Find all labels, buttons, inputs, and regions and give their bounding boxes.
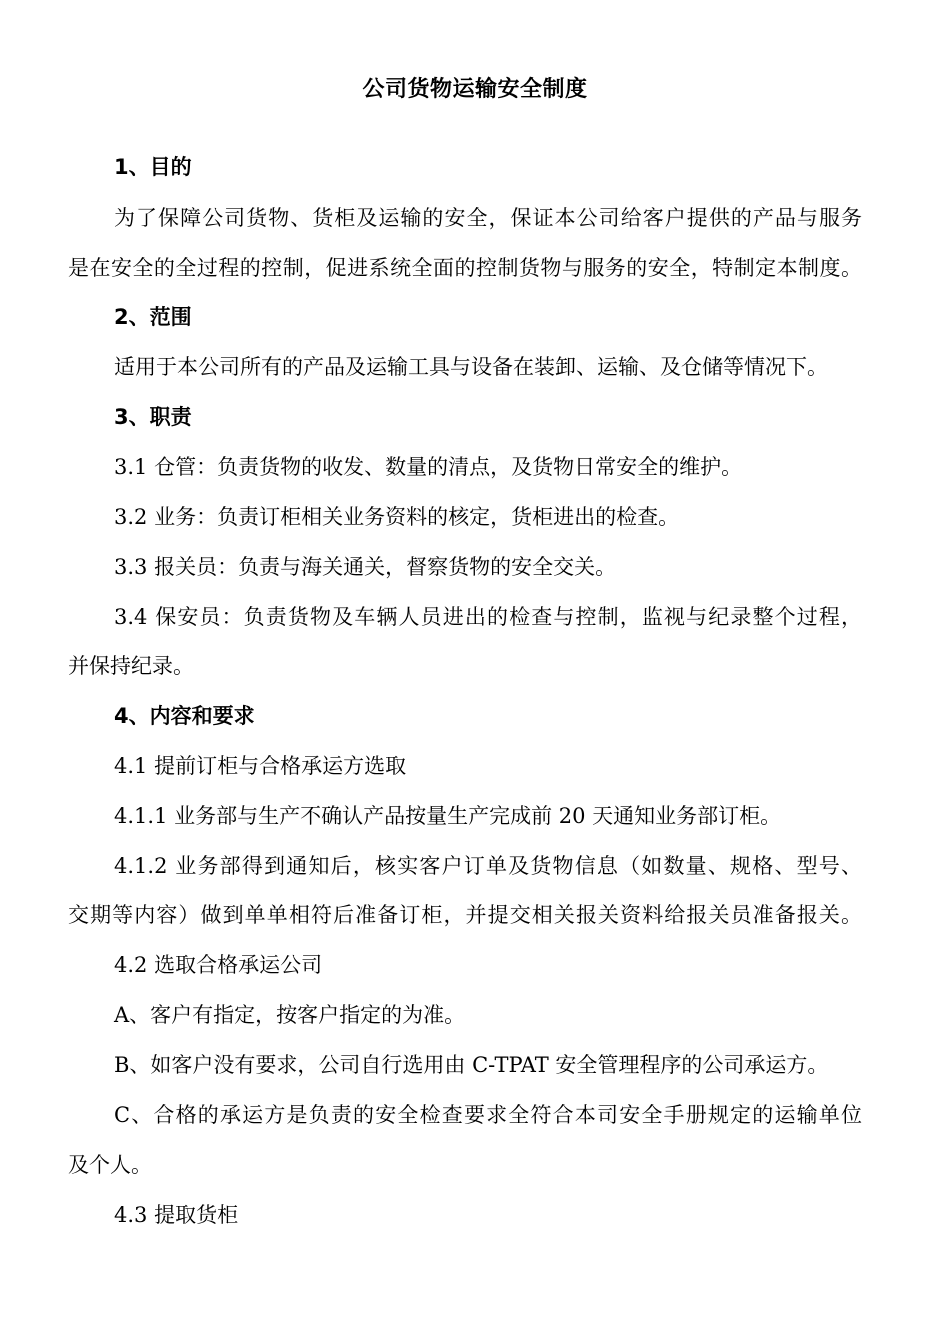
section-heading-content: 4、内容和要求 xyxy=(114,704,255,728)
section-heading-duties: 3、职责 xyxy=(114,405,192,429)
duty-item-3-3: 3.3 报关员：负责与海关通关，督察货物的安全交关。 xyxy=(114,555,617,579)
section-heading-scope: 2、范围 xyxy=(114,305,192,329)
content-item-4-1-1: 4.1.1 业务部与生产不确认产品按量生产完成前 20 天通知业务部订柜。 xyxy=(114,804,782,828)
content-item-4-1-2-line-2: 交期等内容）做到单单相符后准备订柜，并提交相关报关资料给报关员准备报关。 xyxy=(68,903,862,927)
content-item-c-line-2: 及个人。 xyxy=(68,1153,152,1177)
content-item-4-1-2-line-1: 4.1.2 业务部得到通知后，核实客户订单及货物信息（如数量、规格、型号、 xyxy=(114,854,862,878)
duty-item-3-4-line-1: 3.4 保安员：负责货物及车辆人员进出的检查与控制，监视与纪录整个过程， xyxy=(114,605,862,629)
document-title: 公司货物运输安全制度 xyxy=(362,77,588,102)
content-item-4-3: 4.3 提取货柜 xyxy=(114,1203,239,1227)
content-item-4-1: 4.1 提前订柜与合格承运方选取 xyxy=(114,754,407,778)
duty-item-3-4-line-2: 并保持纪录。 xyxy=(68,654,194,678)
purpose-paragraph-line-2: 是在安全的全过程的控制，促进系统全面的控制货物与服务的安全，特制定本制度。 xyxy=(68,256,862,280)
duty-item-3-2: 3.2 业务：负责订柜相关业务资料的核定，货柜进出的检查。 xyxy=(114,505,680,529)
section-heading-purpose: 1、目的 xyxy=(114,155,192,179)
content-item-b: B、如客户没有要求，公司自行选用由 C-TPAT 安全管理程序的公司承运方。 xyxy=(114,1053,829,1077)
content-item-c-line-1: C、合格的承运方是负责的安全检查要求全符合本司安全手册规定的运输单位 xyxy=(114,1103,862,1127)
purpose-paragraph-line-1: 为了保障公司货物、货柜及运输的安全，保证本公司给客户提供的产品与服务 xyxy=(114,206,862,230)
scope-paragraph: 适用于本公司所有的产品及运输工具与设备在装卸、运输、及仓储等情况下。 xyxy=(114,355,828,379)
content-item-4-2: 4.2 选取合格承运公司 xyxy=(114,953,323,977)
duty-item-3-1: 3.1 仓管：负责货物的收发、数量的清点，及货物日常安全的维护。 xyxy=(114,455,743,479)
content-item-a: A、客户有指定，按客户指定的为准。 xyxy=(114,1003,466,1027)
